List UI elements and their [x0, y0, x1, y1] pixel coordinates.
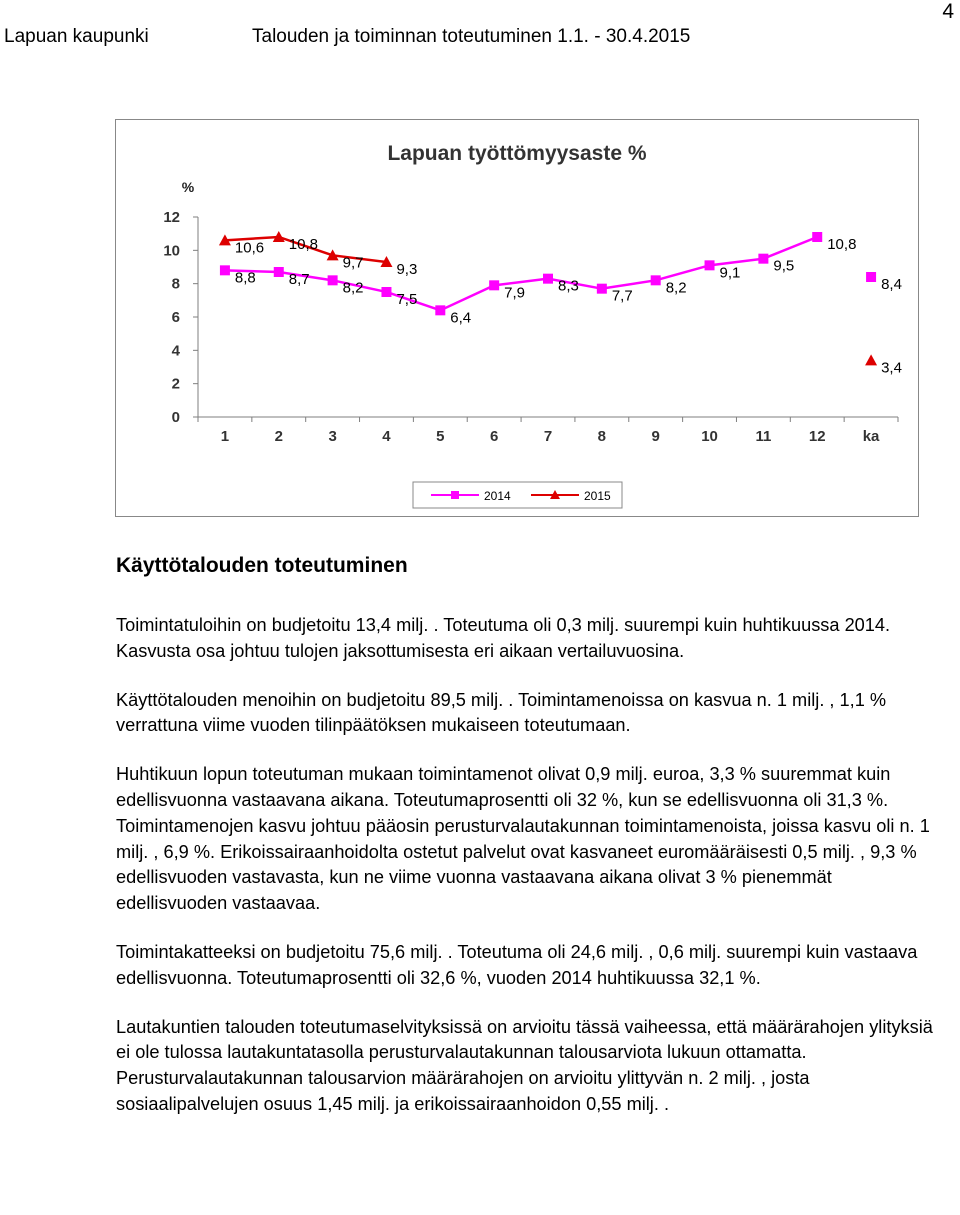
data-label: 7,9 [504, 284, 526, 302]
y-tick-label: 4 [171, 342, 180, 360]
y-axis-label: % [181, 179, 195, 195]
series-2014-marker [435, 305, 445, 315]
page-number: 4 [942, 0, 954, 23]
x-tick-label: 2 [274, 428, 283, 445]
data-label: 8,3 [558, 277, 579, 295]
chart-title: Lapuan työttömyysaste % [387, 142, 647, 165]
data-label: 7,7 [611, 287, 633, 305]
data-label: 9,5 [773, 257, 795, 275]
x-tick-label: 10 [701, 428, 718, 445]
data-label: 8,2 [665, 279, 687, 297]
x-tick-label: 8 [597, 428, 607, 445]
paragraph-expenses-actual: Huhtikuun lopun toteutuman mukaan toimintamenot olivat 0,9 milj. euroa, 3,3 % suuremmat kuin edellisvuonna vastaavana aikana. Toteutumaprosentti oli 32 %, kun se edellisvuonna oli 31,3 %. Toimintamenojen kasvu johtuu pääosin perusturvalautakunnan toimintamenoista, joissa kasvu oli n. 1 milj. , 6,9 %. Erikoissairaanhoidolta ostetut palvelut ovat kasvaneet euromääräisesti 0,5 milj. , 9,3 % edellisvuoden vastavasta, kun ne viime vuonna vastaavana aikana olivat 3 % pienemmät edellisvuoden vastaavaa. [116, 764, 930, 914]
paragraph-operating-margin: Toimintakatteeksi on budjetoitu 75,6 milj. . Toteutuma oli 24,6 milj. , 0,6 milj. suurempi kuin vastaava edellisvuonna. Toteutumaprosentti oli 32,6 %, vuoden 2014 huhtikuussa 32,1 %. [116, 941, 918, 988]
y-tick-label: 8 [171, 275, 180, 293]
series-2014-marker [543, 274, 553, 284]
data-label: 7,5 [396, 291, 418, 308]
x-tick-label: 11 [755, 428, 772, 445]
x-tick-label: 5 [436, 428, 445, 445]
paragraph-overrun-estimate: Lautakuntien talouden toteutumaselvityksissä on arvioitu tässä vaiheessa, että määrärahojen ylityksiä ei ole tulossa lautakuntatasolla perusturvalautakunnan talousarviota lukuun ottamatta. Perusturvalautakunnan talousarvion määrärahojen on arvioitu ylittyvän n. 2 milj. , josta sosiaalipalvelujen osuus 1,45 milj. ja erikoissairaanhoidon 0,55 milj. . [116, 1016, 933, 1114]
series-2014-marker [758, 254, 768, 264]
series-2014-marker [328, 275, 338, 285]
legend-label-2015: 2015 [584, 489, 611, 503]
data-label: 9,7 [342, 254, 364, 272]
data-label: 3,4 [881, 359, 902, 377]
data-label: 10,6 [234, 239, 265, 257]
series-2014-marker [274, 267, 284, 277]
section-heading: Käyttötalouden toteutuminen [116, 554, 408, 577]
series-2014-marker [597, 284, 607, 294]
x-tick-label: 1 [220, 428, 230, 445]
data-label: 9,3 [396, 261, 418, 278]
unemployment-chart [115, 119, 919, 517]
data-label: 8,8 [234, 269, 256, 287]
y-tick-label: 10 [163, 242, 180, 260]
report-title: Talouden ja toiminnan toteutuminen 1.1. - 30.4.2015 [252, 26, 691, 47]
paragraph-income: Toimintatuloihin on budjetoitu 13,4 milj. . Toteutuma oli 0,3 milj. suurempi kuin huhtikuussa 2014. Kasvusta osa johtuu tulojen jaksottumisesta eri aikaan vertailuvuosina. [116, 615, 891, 661]
paragraph-expenses-budget: Käyttötalouden menoihin on budjetoitu 89,5 milj. . Toimintamenoissa on kasvua n. 1 milj. , 1,1 % verrattuna viime vuoden tilinpäätöksen mukaiseen toteutumaan. [116, 689, 887, 736]
x-tick-label: 6 [489, 428, 499, 445]
data-label: 6,4 [450, 309, 472, 327]
x-tick-label: 9 [651, 428, 660, 445]
data-label: 8,7 [288, 271, 310, 288]
series-2014-marker [489, 280, 499, 290]
series-2014-marker [381, 287, 391, 297]
series-2014-marker [812, 232, 822, 242]
x-tick-label: 4 [382, 428, 391, 445]
series-2014-marker [705, 260, 715, 270]
series-2014-marker [866, 272, 876, 282]
data-label: 10,8 [288, 236, 318, 253]
legend-marker-2014 [451, 491, 459, 499]
data-label: 8,4 [881, 276, 902, 293]
organization-name: Lapuan kaupunki [4, 26, 149, 47]
series-2015-marker [865, 354, 877, 365]
y-tick-label: 6 [171, 309, 180, 326]
y-tick-label: 0 [171, 409, 180, 426]
page-header [0, 0, 960, 60]
chart-svg [116, 120, 918, 516]
x-tick-label: 7 [543, 428, 553, 445]
series-2014-marker [220, 265, 230, 275]
data-label: 10,8 [827, 236, 857, 253]
legend-label-2014: 2014 [484, 489, 511, 503]
data-label: 9,1 [719, 264, 741, 282]
series-2014-marker [651, 275, 661, 285]
y-tick-label: 12 [163, 209, 180, 226]
y-tick-label: 2 [171, 375, 180, 393]
main-content [116, 553, 946, 1141]
x-tick-label: ka [862, 428, 880, 445]
x-tick-label: 3 [328, 428, 337, 445]
data-label: 8,2 [342, 279, 364, 297]
x-tick-label: 12 [808, 428, 826, 445]
